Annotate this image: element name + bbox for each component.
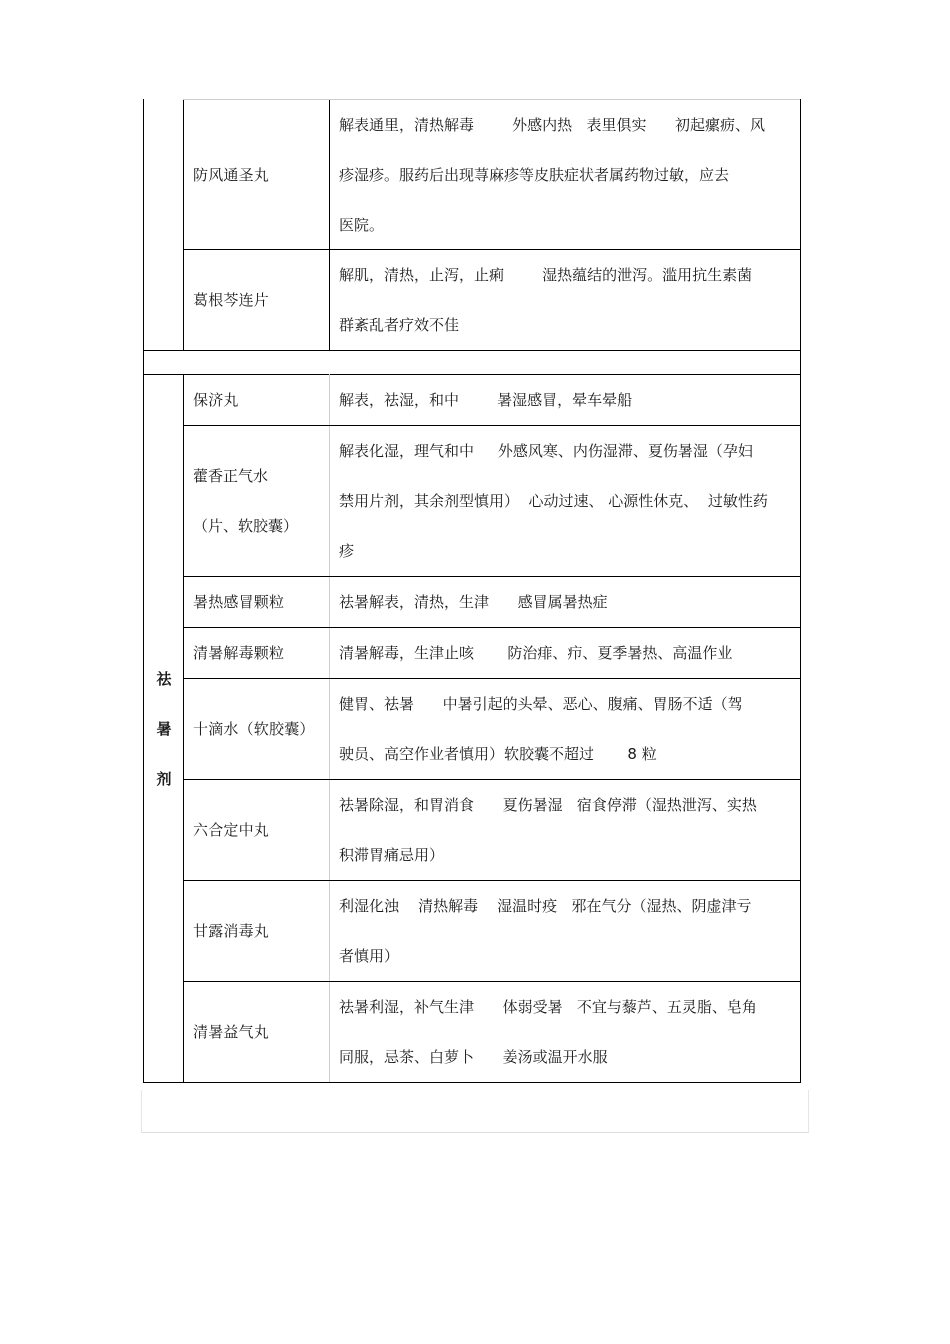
page-frame bbox=[808, 1090, 809, 1133]
description-line: 疹 bbox=[339, 542, 355, 560]
medicine-name-line: 藿香正气水 bbox=[193, 467, 269, 485]
page-frame bbox=[141, 1132, 809, 1133]
description-line: 同服，忌茶、白萝卜 姜汤或温开水服 bbox=[339, 1048, 608, 1066]
description-line: 解表通里，清热解毒 外感内热 表里俱实 初起瘰疬、风 bbox=[339, 116, 766, 134]
description-line: 解表，祛湿，和中 暑湿感冒，晕车晕船 bbox=[339, 391, 633, 409]
medicine-name-line: 清暑益气丸 bbox=[193, 1023, 270, 1041]
medicine-name bbox=[193, 150, 269, 200]
medicine-name bbox=[193, 805, 269, 855]
table-border bbox=[800, 350, 801, 375]
table-border bbox=[183, 374, 184, 1083]
medicine-name-line: 甘露消毒丸 bbox=[193, 922, 270, 940]
category-label bbox=[145, 654, 183, 804]
medicine-name-line: 清暑解毒颗粒 bbox=[193, 644, 285, 662]
medicine-name-line: 葛根芩连片 bbox=[193, 291, 270, 309]
medicine-name-line: 十滴水（软胶囊） bbox=[193, 720, 315, 738]
medicine-name-line: 防风通圣丸 bbox=[193, 166, 270, 184]
description-line: 清暑解毒，生津止咳 防治痱、疖、夏季暑热、高温作业 bbox=[339, 644, 733, 662]
description-line: 者慎用） bbox=[339, 947, 400, 965]
table-border bbox=[800, 99, 801, 351]
medicine-name bbox=[193, 906, 269, 956]
page-frame bbox=[141, 1090, 142, 1133]
description-line: 祛暑除湿，和胃消食 夏伤暑湿 宿食停滞（湿热泄泻、实热 bbox=[339, 796, 757, 814]
table-border bbox=[143, 350, 801, 351]
medicine-description bbox=[339, 982, 757, 1082]
medicine-name-line: 保济丸 bbox=[193, 391, 239, 409]
medicine-description bbox=[339, 881, 751, 981]
medicine-description bbox=[339, 679, 743, 779]
medicine-name bbox=[193, 451, 298, 551]
medicine-description bbox=[339, 250, 752, 350]
medicine-description bbox=[339, 426, 768, 576]
description-line: 驶员、高空作业者慎用）软胶囊不超过 8 粒 bbox=[339, 745, 657, 763]
description-line: 医院。 bbox=[339, 216, 385, 234]
medicine-name bbox=[193, 577, 284, 627]
category-char: 暑 bbox=[156, 720, 172, 738]
description-line: 健胃、祛暑 中暑引起的头晕、恶心、腹痛、胃肠不适（驾 bbox=[339, 695, 743, 713]
category-char: 剂 bbox=[156, 770, 172, 788]
medicine-name bbox=[193, 704, 315, 754]
medicine-description bbox=[339, 577, 608, 627]
medicine-name bbox=[193, 628, 284, 678]
description-line: 祛暑解表，清热，生津 感冒属暑热症 bbox=[339, 593, 608, 611]
table-border bbox=[143, 374, 144, 1083]
medicine-name bbox=[193, 1007, 269, 1057]
medicine-name bbox=[193, 275, 269, 325]
category-char: 祛 bbox=[156, 670, 172, 688]
table-border bbox=[329, 99, 330, 351]
table-border bbox=[143, 99, 144, 351]
medicine-name-line: （片、软胶囊） bbox=[193, 517, 299, 535]
medicine-name-line: 六合定中丸 bbox=[193, 821, 270, 839]
medicine-description bbox=[339, 780, 757, 880]
description-line: 禁用片剂，其余剂型慎用） 心动过速、 心源性休克、 过敏性药 bbox=[339, 492, 768, 510]
description-line: 解肌，清热，止泻，止痢 湿热蕴结的泄泻。滥用抗生素菌 bbox=[339, 266, 753, 284]
description-line: 利湿化浊 清热解毒 湿温时疫 邪在气分（湿热、阴虚津亏 bbox=[339, 897, 752, 915]
table-border bbox=[329, 374, 330, 1083]
description-line: 群紊乱者疗效不佳 bbox=[339, 316, 460, 334]
table-border bbox=[183, 99, 184, 351]
description-line: 祛暑利湿，补气生津 体弱受暑 不宜与藜芦、五灵脂、皂角 bbox=[339, 998, 757, 1016]
medicine-description bbox=[339, 375, 632, 425]
description-line: 积滞胃痛忌用） bbox=[339, 846, 445, 864]
medicine-name bbox=[193, 375, 239, 425]
medicine-description bbox=[339, 100, 765, 250]
table-border bbox=[800, 374, 801, 1083]
medicine-name-line: 暑热感冒颗粒 bbox=[193, 593, 285, 611]
medicine-description bbox=[339, 628, 732, 678]
description-line: 解表化湿，理气和中 外感风寒、内伤湿滞、夏伤暑湿（孕妇 bbox=[339, 442, 753, 460]
table-border bbox=[143, 1082, 801, 1083]
table-border bbox=[143, 350, 144, 375]
description-line: 疹湿疹。服药后出现荨麻疹等皮肤症状者属药物过敏，应去 bbox=[339, 166, 730, 184]
